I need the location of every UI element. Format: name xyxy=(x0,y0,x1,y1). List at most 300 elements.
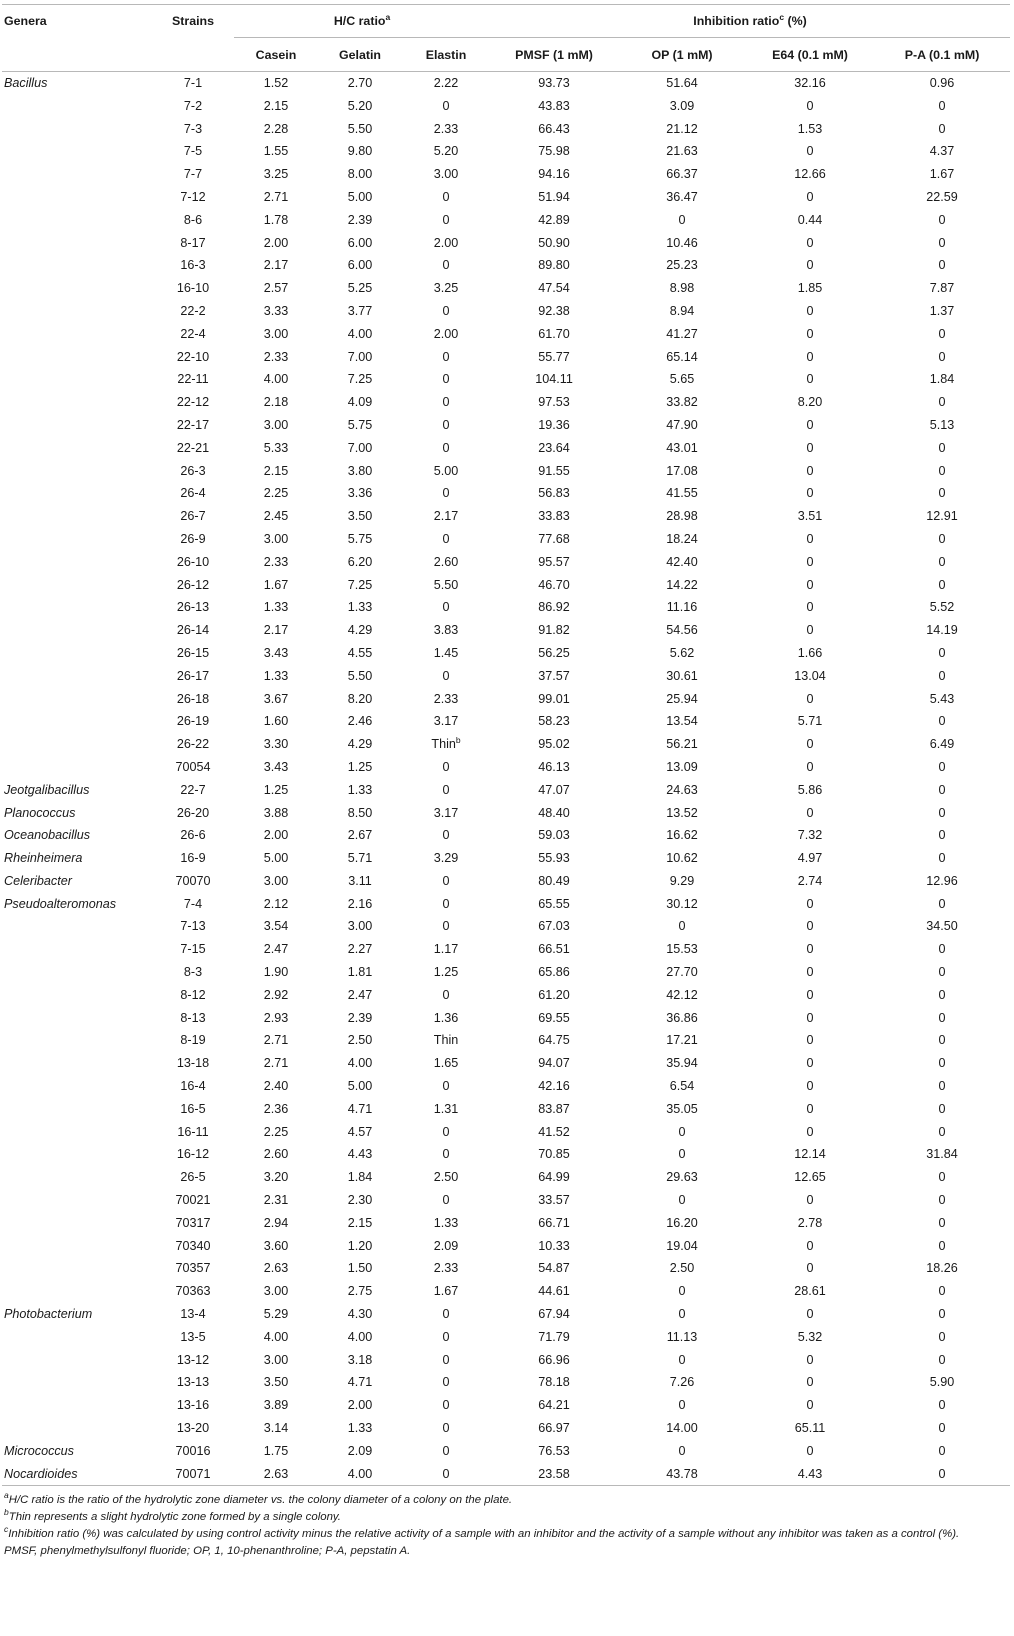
cell-casein-value: 3.00 xyxy=(263,1352,289,1367)
cell-e64 xyxy=(746,870,874,893)
cell-pa-value: 0 xyxy=(938,1215,946,1230)
cell-e64 xyxy=(746,1166,874,1189)
cell-genus xyxy=(2,209,152,232)
footnote-a-text: H/C ratio is the ratio of the hydrolytic zone diameter vs. the colony diameter of a colony on the plate. xyxy=(8,1494,513,1507)
cell-casein-value: 2.60 xyxy=(263,1147,289,1162)
cell-pmsf-value: 55.77 xyxy=(538,349,570,364)
cell-pmsf xyxy=(490,1007,618,1030)
cell-pa-value: 0 xyxy=(938,942,946,957)
cell-gelatin xyxy=(318,1007,402,1030)
cell-casein-value: 3.00 xyxy=(263,326,289,341)
cell-pmsf-value: 66.96 xyxy=(538,1352,570,1367)
cell-gelatin-value: 1.33 xyxy=(347,600,373,615)
table-row xyxy=(2,688,1010,711)
table-row xyxy=(2,870,1010,893)
cell-op xyxy=(618,688,746,711)
cell-op-value: 13.52 xyxy=(666,805,698,820)
cell-pmsf-value: 54.87 xyxy=(538,1261,570,1276)
footnotes xyxy=(2,1492,1010,1560)
cell-op-value: 0 xyxy=(678,1284,686,1299)
cell-e64-value: 0 xyxy=(806,1261,814,1276)
cell-op xyxy=(618,163,746,186)
cell-genus xyxy=(2,915,152,938)
cell-genus xyxy=(2,140,152,163)
cell-e64 xyxy=(746,95,874,118)
cell-e64-value: 0 xyxy=(806,417,814,432)
cell-e64-value: 5.32 xyxy=(797,1329,823,1344)
cell-genus xyxy=(2,300,152,323)
cell-pmsf-value: 50.90 xyxy=(538,235,570,250)
cell-pmsf-value: 95.57 xyxy=(538,554,570,569)
cell-elastin-value: 3.17 xyxy=(433,714,459,729)
cell-e64 xyxy=(746,254,874,277)
cell-elastin xyxy=(402,1463,490,1486)
cell-elastin-value: 0 xyxy=(442,1352,450,1367)
cell-op-value: 65.14 xyxy=(666,349,698,364)
table-row xyxy=(2,1371,1010,1394)
cell-casein xyxy=(234,1371,318,1394)
cell-pmsf xyxy=(490,642,618,665)
cell-strain xyxy=(152,437,234,460)
cell-elastin-value: 0 xyxy=(442,372,450,387)
cell-pmsf xyxy=(490,368,618,391)
cell-gelatin-value: 2.39 xyxy=(347,212,373,227)
cell-genus xyxy=(2,1075,152,1098)
cell-genus xyxy=(2,619,152,642)
cell-op-value: 0 xyxy=(678,1307,686,1322)
cell-elastin-value: 5.00 xyxy=(433,463,459,478)
cell-pa xyxy=(874,733,1010,756)
cell-elastin xyxy=(402,1189,490,1212)
cell-pa-value: 0 xyxy=(938,577,946,592)
cell-e64-value: 3.51 xyxy=(797,509,823,524)
cell-gelatin-value: 5.50 xyxy=(347,121,373,136)
cell-e64-value: 2.78 xyxy=(797,1215,823,1230)
cell-strain-value: 70071 xyxy=(175,1466,211,1481)
footnote-c-text: Inhibition ratio (%) was calculated by using control activity minus the relative activity of a sample with an inhibitor and the activity of a sample without any inhibitor was taken as a control (%). xyxy=(8,1528,960,1541)
cell-e64-value: 0 xyxy=(806,235,814,250)
cell-elastin xyxy=(402,619,490,642)
cell-casein-value: 3.67 xyxy=(263,691,289,706)
cell-gelatin-value: 2.50 xyxy=(347,1033,373,1048)
cell-elastin-value: 0 xyxy=(442,1307,450,1322)
cell-gelatin xyxy=(318,1394,402,1417)
cell-pa-value: 6.49 xyxy=(929,737,955,752)
cell-elastin-value: 0 xyxy=(442,600,450,615)
cell-op-value: 0 xyxy=(678,1398,686,1413)
cell-strain-value: 16-12 xyxy=(176,1147,210,1162)
cell-op xyxy=(618,1235,746,1258)
cell-genus xyxy=(2,984,152,1007)
cell-pa xyxy=(874,254,1010,277)
cell-casein xyxy=(234,368,318,391)
cell-strain xyxy=(152,1007,234,1030)
cell-casein-value: 3.00 xyxy=(263,1284,289,1299)
cell-op xyxy=(618,254,746,277)
cell-op-value: 11.16 xyxy=(666,600,698,615)
cell-genus xyxy=(2,1052,152,1075)
cell-pmsf-value: 97.53 xyxy=(538,395,570,410)
abbreviations: PMSF, phenylmethylsulfonyl fluoride; OP, 1, 10-phenanthroline; P-A, pepstatin A. xyxy=(4,1545,411,1558)
cell-pmsf xyxy=(490,1463,618,1486)
cell-strain-value: 7-3 xyxy=(183,121,203,136)
cell-op xyxy=(618,915,746,938)
cell-elastin xyxy=(402,779,490,802)
cell-casein-value: 1.90 xyxy=(263,965,289,980)
cell-pmsf-value: 56.25 xyxy=(538,645,570,660)
cell-strain-value: 22-17 xyxy=(176,417,210,432)
table-row xyxy=(2,1212,1010,1235)
cell-gelatin-value: 2.70 xyxy=(347,76,373,90)
cell-op xyxy=(618,1166,746,1189)
cell-op-value: 2.50 xyxy=(669,1261,695,1276)
cell-pmsf xyxy=(490,118,618,141)
cell-pmsf xyxy=(490,574,618,597)
cell-pa-value: 0 xyxy=(938,987,946,1002)
cell-strain-value: 22-12 xyxy=(176,395,210,410)
table-row xyxy=(2,1166,1010,1189)
cell-strain xyxy=(152,779,234,802)
cell-casein xyxy=(234,1303,318,1326)
cell-genus-value: Photobacterium xyxy=(4,1307,93,1322)
cell-casein xyxy=(234,1098,318,1121)
table-row xyxy=(2,1303,1010,1326)
cell-elastin-value: 1.45 xyxy=(433,645,459,660)
cell-pa xyxy=(874,1121,1010,1144)
cell-pa-value: 5.13 xyxy=(929,417,955,432)
header-pa: P-A (0.1 mM) xyxy=(874,38,1010,72)
cell-op-value: 51.64 xyxy=(666,76,698,90)
header-inh-label: Inhibition ratio xyxy=(693,14,780,28)
cell-gelatin-value: 1.81 xyxy=(347,965,373,980)
cell-pmsf xyxy=(490,938,618,961)
cell-gelatin-value: 4.30 xyxy=(347,1307,373,1322)
table-row xyxy=(2,118,1010,141)
cell-gelatin xyxy=(318,95,402,118)
cell-pmsf-value: 61.20 xyxy=(538,987,570,1002)
cell-e64 xyxy=(746,368,874,391)
cell-pmsf-value: 59.03 xyxy=(538,828,570,843)
cell-casein xyxy=(234,779,318,802)
cell-elastin xyxy=(402,551,490,574)
cell-strain-value: 13-12 xyxy=(176,1352,210,1367)
header-casein: Casein xyxy=(234,38,318,72)
cell-pa xyxy=(874,1349,1010,1372)
cell-gelatin xyxy=(318,232,402,255)
cell-gelatin-value: 3.00 xyxy=(347,919,373,934)
cell-op-value: 3.09 xyxy=(669,98,695,113)
cell-strain xyxy=(152,710,234,733)
cell-gelatin xyxy=(318,824,402,847)
cell-gelatin-value: 2.46 xyxy=(347,714,373,729)
cell-gelatin xyxy=(318,733,402,756)
cell-op xyxy=(618,1007,746,1030)
cell-op xyxy=(618,528,746,551)
cell-elastin-value: 0 xyxy=(442,782,450,797)
cell-strain xyxy=(152,733,234,756)
cell-genus xyxy=(2,870,152,893)
cell-elastin-value: 1.33 xyxy=(433,1215,459,1230)
cell-pmsf xyxy=(490,915,618,938)
cell-e64 xyxy=(746,482,874,505)
cell-strain xyxy=(152,140,234,163)
cell-pa-value: 0 xyxy=(938,896,946,911)
cell-op-value: 42.12 xyxy=(666,987,698,1002)
cell-pmsf-value: 58.23 xyxy=(538,714,570,729)
cell-casein xyxy=(234,938,318,961)
cell-pa-value: 0 xyxy=(938,1010,946,1025)
cell-strain-value: 13-20 xyxy=(176,1421,210,1436)
cell-gelatin xyxy=(318,437,402,460)
cell-casein xyxy=(234,984,318,1007)
cell-gelatin-value: 4.29 xyxy=(347,737,373,752)
cell-pmsf-value: 91.55 xyxy=(538,463,570,478)
cell-elastin xyxy=(402,1280,490,1303)
cell-genus xyxy=(2,528,152,551)
cell-gelatin-value: 5.00 xyxy=(347,1079,373,1094)
cell-e64 xyxy=(746,277,874,300)
cell-elastin xyxy=(402,1326,490,1349)
cell-strain-value: 16-3 xyxy=(180,258,206,273)
cell-pmsf xyxy=(490,1029,618,1052)
cell-genus xyxy=(2,733,152,756)
cell-casein xyxy=(234,596,318,619)
cell-gelatin-value: 3.18 xyxy=(347,1352,373,1367)
cell-strain xyxy=(152,847,234,870)
cell-pa-value: 5.43 xyxy=(929,691,955,706)
cell-strain xyxy=(152,1326,234,1349)
cell-e64-value: 0.44 xyxy=(797,212,823,227)
cell-e64-value: 0 xyxy=(806,326,814,341)
cell-elastin xyxy=(402,209,490,232)
table-row xyxy=(2,596,1010,619)
cell-casein xyxy=(234,756,318,779)
cell-pa-value: 4.37 xyxy=(929,144,955,159)
cell-elastin-value: 0 xyxy=(442,1421,450,1436)
cell-casein-value: 2.63 xyxy=(263,1261,289,1276)
cell-op xyxy=(618,505,746,528)
cell-gelatin xyxy=(318,460,402,483)
cell-gelatin xyxy=(318,619,402,642)
cell-pa xyxy=(874,72,1010,95)
cell-elastin-value: 0 xyxy=(442,212,450,227)
cell-gelatin xyxy=(318,528,402,551)
cell-pmsf-value: 89.80 xyxy=(538,258,570,273)
cell-pmsf-value: 65.86 xyxy=(538,965,570,980)
cell-pa-value: 0 xyxy=(938,1398,946,1413)
cell-e64-value: 4.43 xyxy=(797,1466,823,1481)
table-row xyxy=(2,1440,1010,1463)
cell-pmsf-value: 33.57 xyxy=(538,1193,570,1208)
cell-casein xyxy=(234,847,318,870)
cell-genus xyxy=(2,596,152,619)
cell-pmsf-value: 37.57 xyxy=(538,668,570,683)
cell-gelatin xyxy=(318,756,402,779)
cell-pmsf xyxy=(490,688,618,711)
cell-gelatin xyxy=(318,1052,402,1075)
cell-pmsf-value: 43.83 xyxy=(538,98,570,113)
cell-strain-value: 26-10 xyxy=(176,554,210,569)
cell-e64 xyxy=(746,596,874,619)
cell-pmsf xyxy=(490,300,618,323)
table-row xyxy=(2,824,1010,847)
cell-genus xyxy=(2,118,152,141)
cell-e64 xyxy=(746,1029,874,1052)
cell-pa xyxy=(874,368,1010,391)
cell-pa xyxy=(874,596,1010,619)
cell-casein xyxy=(234,323,318,346)
cell-e64-value: 0 xyxy=(806,463,814,478)
cell-casein xyxy=(234,528,318,551)
cell-gelatin-value: 3.11 xyxy=(348,873,372,888)
data-table xyxy=(2,4,1010,1486)
cell-gelatin xyxy=(318,277,402,300)
cell-op-value: 13.54 xyxy=(666,714,698,729)
cell-pmsf-value: 33.83 xyxy=(538,509,570,524)
cell-e64 xyxy=(746,1417,874,1440)
cell-op xyxy=(618,460,746,483)
cell-casein-value: 3.00 xyxy=(263,417,289,432)
cell-genus xyxy=(2,277,152,300)
cell-strain xyxy=(152,460,234,483)
cell-pmsf xyxy=(490,323,618,346)
cell-op-value: 10.46 xyxy=(666,235,698,250)
cell-casein xyxy=(234,1394,318,1417)
cell-pmsf-value: 41.52 xyxy=(538,1124,570,1139)
cell-op-value: 24.63 xyxy=(666,782,698,797)
cell-elastin-value: 2.00 xyxy=(433,326,459,341)
cell-strain-value: 8-19 xyxy=(180,1033,206,1048)
table-row xyxy=(2,847,1010,870)
cell-pmsf-value: 66.97 xyxy=(538,1421,570,1436)
cell-gelatin xyxy=(318,1303,402,1326)
cell-gelatin xyxy=(318,665,402,688)
cell-strain xyxy=(152,300,234,323)
cell-pmsf-value: 61.70 xyxy=(538,326,570,341)
cell-e64-value: 1.53 xyxy=(797,121,823,136)
cell-pmsf-value: 56.83 xyxy=(538,486,570,501)
table-row xyxy=(2,437,1010,460)
cell-elastin-value: 0 xyxy=(442,873,450,888)
cell-pa xyxy=(874,277,1010,300)
cell-pmsf xyxy=(490,1257,618,1280)
cell-strain xyxy=(152,893,234,916)
cell-e64-value: 0 xyxy=(806,349,814,364)
table-row xyxy=(2,665,1010,688)
cell-pmsf xyxy=(490,277,618,300)
cell-op-value: 43.01 xyxy=(666,440,698,455)
cell-genus-value: Celeribacter xyxy=(4,873,72,888)
cell-e64 xyxy=(746,665,874,688)
cell-op-value: 47.90 xyxy=(666,417,698,432)
cell-gelatin xyxy=(318,254,402,277)
cell-gelatin-value: 7.25 xyxy=(347,577,373,592)
cell-e64 xyxy=(746,642,874,665)
cell-strain-value: 26-15 xyxy=(176,645,210,660)
cell-elastin-value: 0 xyxy=(442,440,450,455)
cell-strain-value: 26-19 xyxy=(176,714,210,729)
cell-elastin-value: 0 xyxy=(442,1124,450,1139)
cell-casein-value: 3.00 xyxy=(263,873,289,888)
cell-casein xyxy=(234,460,318,483)
cell-pmsf xyxy=(490,346,618,369)
cell-elastin xyxy=(402,1029,490,1052)
cell-pa-value: 0 xyxy=(938,1101,946,1116)
cell-op xyxy=(618,1143,746,1166)
cell-op-value: 6.54 xyxy=(669,1079,695,1094)
cell-casein-value: 2.57 xyxy=(263,281,289,296)
cell-gelatin-value: 1.50 xyxy=(347,1261,373,1276)
cell-pmsf-value: 10.33 xyxy=(538,1238,570,1253)
cell-e64-value: 0 xyxy=(806,1010,814,1025)
cell-op xyxy=(618,300,746,323)
cell-elastin-value: 2.00 xyxy=(433,235,459,250)
cell-elastin xyxy=(402,938,490,961)
cell-e64 xyxy=(746,1326,874,1349)
cell-gelatin-value: 2.39 xyxy=(347,1010,373,1025)
cell-strain-value: 26-7 xyxy=(180,509,206,524)
cell-casein-value: 1.67 xyxy=(263,577,289,592)
cell-pa xyxy=(874,1326,1010,1349)
cell-pmsf xyxy=(490,460,618,483)
cell-op-value: 33.82 xyxy=(666,395,698,410)
header-gelatin: Gelatin xyxy=(318,38,402,72)
cell-strain xyxy=(152,254,234,277)
cell-pmsf xyxy=(490,254,618,277)
cell-strain-value: 8-3 xyxy=(183,965,203,980)
header-hc-ratio xyxy=(234,5,490,38)
cell-gelatin-value: 5.50 xyxy=(347,668,373,683)
cell-genus xyxy=(2,1257,152,1280)
cell-casein-value: 2.15 xyxy=(263,98,289,113)
cell-strain xyxy=(152,1257,234,1280)
cell-strain-value: 7-4 xyxy=(183,896,203,911)
cell-strain xyxy=(152,1235,234,1258)
cell-e64-value: 12.66 xyxy=(794,167,826,182)
cell-elastin-value: 0 xyxy=(442,98,450,113)
cell-gelatin-value: 4.29 xyxy=(347,623,373,638)
cell-elastin xyxy=(402,1303,490,1326)
cell-gelatin xyxy=(318,915,402,938)
cell-elastin-value: 2.60 xyxy=(433,554,459,569)
cell-elastin-value: 1.25 xyxy=(433,965,459,980)
cell-pmsf xyxy=(490,1166,618,1189)
cell-gelatin-value: 5.20 xyxy=(347,98,373,113)
cell-pmsf xyxy=(490,824,618,847)
cell-pmsf-value: 67.03 xyxy=(538,919,570,934)
cell-pmsf-value: 47.07 xyxy=(538,782,570,797)
cell-casein-value: 2.94 xyxy=(263,1215,289,1230)
cell-pmsf-value: 42.89 xyxy=(538,212,570,227)
cell-pa-value: 0 xyxy=(938,965,946,980)
cell-gelatin xyxy=(318,847,402,870)
cell-strain xyxy=(152,368,234,391)
cell-op xyxy=(618,1326,746,1349)
cell-casein xyxy=(234,642,318,665)
cell-casein-value: 2.93 xyxy=(263,1010,289,1025)
cell-elastin xyxy=(402,1098,490,1121)
cell-strain xyxy=(152,72,234,95)
cell-casein xyxy=(234,1029,318,1052)
table-row xyxy=(2,1075,1010,1098)
cell-op xyxy=(618,346,746,369)
cell-e64-value: 0 xyxy=(806,1352,814,1367)
cell-strain xyxy=(152,1463,234,1486)
cell-casein-value: 2.45 xyxy=(263,509,289,524)
cell-gelatin xyxy=(318,346,402,369)
cell-pa xyxy=(874,824,1010,847)
cell-op xyxy=(618,779,746,802)
